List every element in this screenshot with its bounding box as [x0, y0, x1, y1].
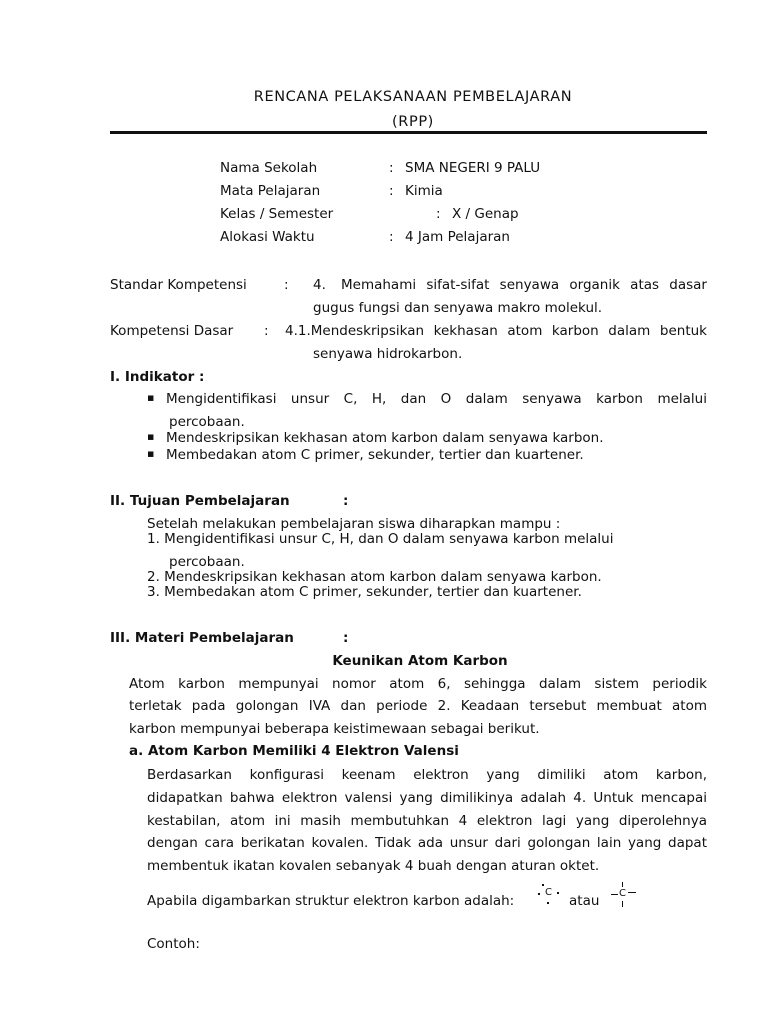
materi-paragraph-line: terletak pada golongan IVA dan periode 2. Keadaan tersebut membuat atom: [129, 698, 707, 714]
kompetensi-label: Kompetensi Dasar: [110, 323, 234, 339]
identity-label: Kelas / Semester: [220, 206, 334, 222]
tujuan-heading: II. Tujuan Pembelajaran: [110, 493, 290, 509]
standar-colon: :: [284, 277, 289, 293]
section-a-line: dengan cara berikatan kovalen. Tidak ada unsur dari golongan lain yang dapat: [147, 835, 707, 851]
carbon-symbol: C: [545, 887, 552, 898]
kompetensi-line: senyawa hidrokarbon.: [313, 346, 463, 362]
electron-dot-icon: [538, 893, 540, 895]
standar-number: 4.: [313, 277, 326, 293]
tujuan-item-cont: percobaan.: [169, 554, 245, 570]
electron-dot-icon: [542, 884, 544, 886]
electron-dot-icon: [547, 902, 549, 904]
identity-value: 4 Jam Pelajaran: [405, 229, 510, 245]
atau-text: atau: [569, 893, 600, 909]
tujuan-item: 3. Membedakan atom C primer, sekunder, tertier dan kuartener.: [147, 584, 582, 600]
contoh-label: Contoh:: [147, 936, 200, 952]
tujuan-item: 2. Mendeskripsikan kekhasan atom karbon dalam senyawa karbon.: [147, 569, 602, 585]
identity-colon: :: [389, 229, 394, 245]
electron-dot-icon: [557, 892, 559, 894]
identity-label: Mata Pelajaran: [220, 183, 321, 199]
indikator-item-cont: percobaan.: [169, 414, 245, 430]
identity-label: Alokasi Waktu: [220, 229, 315, 245]
document-title: RENCANA PELAKSANAAN PEMBELAJARAN: [253, 89, 573, 105]
structure-sentence: Apabila digambarkan struktur elektron karbon adalah:: [147, 893, 515, 909]
carbon-symbol: C: [619, 888, 626, 899]
materi-subtitle: Keunikan Atom Karbon: [332, 653, 508, 669]
bond-line-icon: [622, 882, 623, 887]
tujuan-colon: :: [343, 493, 349, 509]
bond-line-icon: [611, 894, 618, 895]
document-subtitle: (RPP): [392, 114, 434, 130]
section-a-heading: a. Atom Karbon Memiliki 4 Elektron Valensi: [129, 743, 459, 759]
materi-heading: III. Materi Pembelajaran: [110, 630, 294, 646]
section-a-line: Berdasarkan konfigurasi keenam elektron yang dimiliki atom karbon,: [147, 767, 707, 783]
materi-colon: :: [343, 630, 349, 646]
section-a-line: didapatkan bahwa elektron valensi yang dimilikinya adalah 4. Untuk mencapai: [147, 790, 707, 806]
standar-line: gugus fungsi dan senyawa makro molekul.: [313, 300, 603, 316]
tujuan-item: 1. Mengidentifikasi unsur C, H, dan O dalam senyawa karbon melalui: [147, 531, 614, 547]
identity-colon: :: [389, 160, 394, 176]
identity-colon: :: [436, 206, 441, 222]
identity-label: Nama Sekolah: [220, 160, 318, 176]
indikator-item: ▪ Mengidentifikasi unsur C, H, dan O dalam senyawa karbon melalui: [166, 391, 707, 407]
identity-value: X / Genap: [452, 206, 519, 222]
identity-value: Kimia: [405, 183, 443, 199]
identity-colon: :: [389, 183, 394, 199]
standar-line: Memahami sifat-sifat senyawa organik atas dasar: [341, 277, 707, 293]
bond-line-icon: [628, 892, 636, 893]
section-a-line: kestabilan, atom ini masih membutuhkan 4 elektron lagi yang diperolehnya: [147, 813, 707, 829]
standar-label: Standar Kompetensi: [110, 277, 247, 293]
kompetensi-line: 4.1.Mendeskripsikan kekhasan atom karbon dalam bentuk: [285, 323, 707, 339]
header-divider: [110, 131, 707, 134]
identity-value: SMA NEGERI 9 PALU: [405, 160, 541, 176]
indikator-heading: I. Indikator :: [110, 369, 205, 385]
indikator-item: ▪ Membedakan atom C primer, sekunder, tertier dan kuartener.: [166, 447, 584, 463]
bond-line-icon: [622, 901, 623, 907]
tujuan-intro: Setelah melakukan pembelajaran siswa diharapkan mampu :: [147, 516, 561, 532]
materi-paragraph-line: Atom karbon mempunyai nomor atom 6, sehingga dalam sistem periodik: [129, 676, 707, 692]
kompetensi-colon: :: [264, 323, 269, 339]
section-a-line: membentuk ikatan kovalen sebanyak 4 buah dengan aturan oktet.: [147, 858, 600, 874]
carbon-lewis-structure: [537, 884, 563, 910]
indikator-item: ▪ Mendeskripsikan kekhasan atom karbon dalam senyawa karbon.: [166, 430, 604, 446]
carbon-bond-structure: [608, 882, 638, 910]
materi-paragraph-line: karbon mempunyai beberapa keistimewaan sebagai berikut.: [129, 721, 540, 737]
